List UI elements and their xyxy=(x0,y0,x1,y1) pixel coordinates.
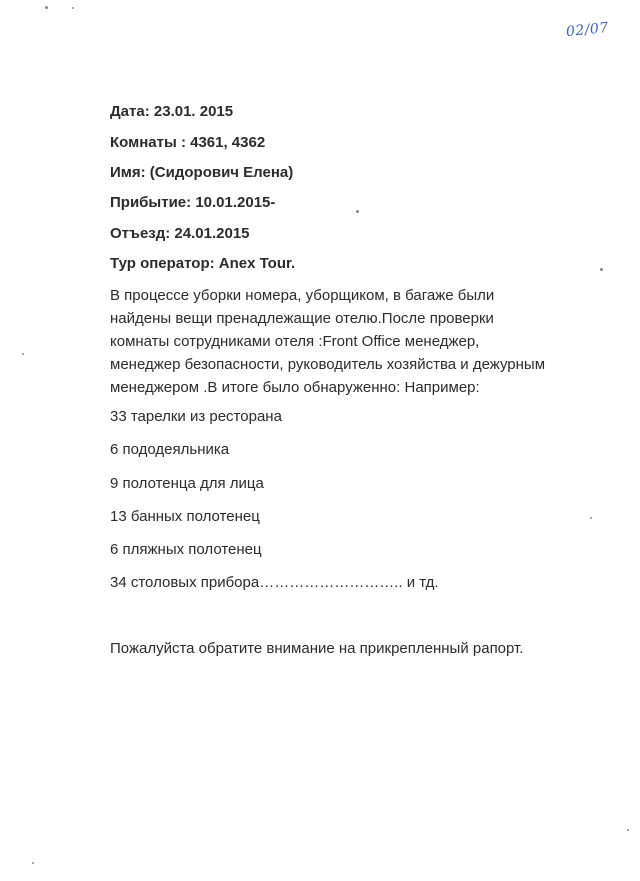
item-list-entry: 13 банных полотенец xyxy=(110,508,260,525)
handwritten-page-number: 02/07 xyxy=(565,19,610,41)
item-list-entry: 33 тарелки из ресторана xyxy=(110,408,282,425)
rooms-line: Комнаты : 4361, 4362 xyxy=(110,134,266,151)
paragraph-line: комнаты сотрудниками отеля :Front Office менеджер, xyxy=(110,333,480,350)
paragraph-line: В процессе уборки номера, уборщиком, в багаже были xyxy=(110,287,495,304)
departure-line: Отъезд: 24.01.2015 xyxy=(110,225,250,242)
scan-speck xyxy=(590,517,592,519)
paragraph-line: менеджером .В итоге было обнаруженно: Например: xyxy=(110,379,480,396)
arrival-line: Прибытие: 10.01.2015- xyxy=(110,194,276,211)
paragraph-line: менеджер безопасности, руководитель хозяйства и дежурным xyxy=(110,356,546,373)
paragraph-line: найдены вещи пренадлежащие отелю.После проверки xyxy=(110,310,494,327)
scan-speck xyxy=(32,862,34,864)
scan-speck xyxy=(627,829,629,831)
scan-speck xyxy=(600,268,603,271)
item-list-entry: 6 пододеяльника xyxy=(110,441,230,458)
footer-note: Пожалуйста обратите внимание на прикрепленный рапорт. xyxy=(110,640,524,657)
scan-speck xyxy=(356,210,359,213)
item-list-entry: 9 полотенца для лица xyxy=(110,475,264,492)
tour-operator-line: Тур оператор: Anex Tour. xyxy=(110,255,296,272)
item-list-entry: 6 пляжных полотенец xyxy=(110,541,262,558)
scan-speck xyxy=(72,7,74,9)
scan-speck xyxy=(22,353,24,355)
item-list-entry: 34 столовых прибора……………………….. и тд. xyxy=(110,574,439,591)
date-line: Дата: 23.01. 2015 xyxy=(110,103,234,120)
scan-speck xyxy=(45,6,48,9)
name-line: Имя: (Сидорович Елена) xyxy=(110,164,294,181)
report-paragraph xyxy=(110,284,570,399)
